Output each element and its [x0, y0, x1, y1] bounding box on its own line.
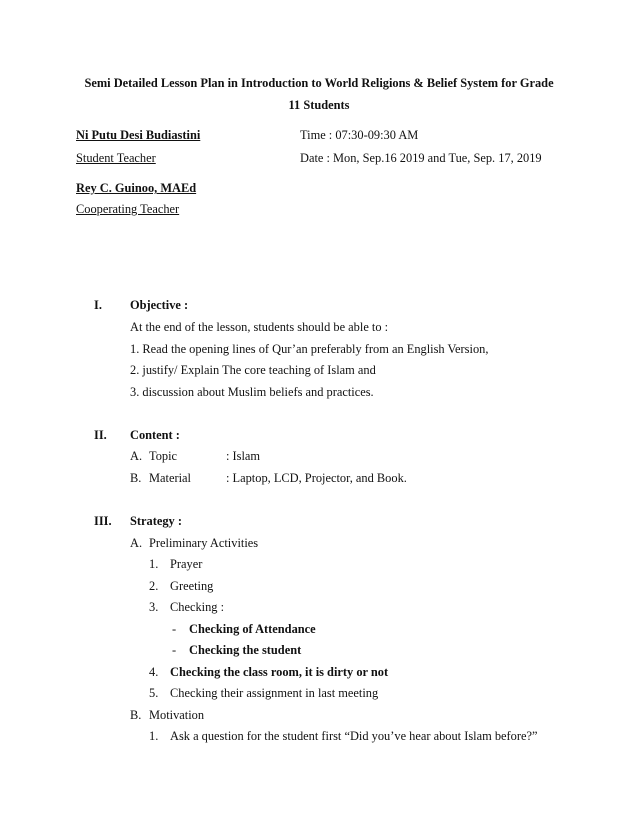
motivation-marker: 1.	[149, 729, 159, 743]
section-heading-content: Content :	[130, 428, 180, 442]
objective-intro: At the end of the lesson, students should be able to :	[130, 320, 389, 334]
activity-marker: 3.	[149, 600, 159, 614]
strategy-a-marker: A.	[130, 536, 143, 550]
activity-marker: 4.	[149, 665, 159, 679]
strategy-a-label: Preliminary Activities	[149, 536, 259, 550]
activity-text: Prayer	[170, 557, 203, 571]
activity-text: Checking the class room, it is dirty or not	[170, 665, 389, 679]
objective-item: 2. justify/ Explain The core teaching of Islam and	[130, 363, 376, 377]
strategy-b-label: Motivation	[149, 708, 205, 722]
cooperating-teacher-role: Cooperating Teacher	[76, 202, 180, 216]
section-heading-strategy: Strategy :	[130, 514, 182, 528]
objective-item: 3. discussion about Muslim beliefs and practices.	[130, 385, 374, 399]
cooperating-teacher-name: Rey C. Guinoo, MAEd	[76, 181, 197, 195]
student-teacher-role: Student Teacher	[76, 151, 156, 165]
objective-item: 1. Read the opening lines of Qur’an preferably from an English Version,	[130, 342, 489, 356]
date-field: Date : Mon, Sep.16 2019 and Tue, Sep. 17, 2019	[300, 151, 542, 165]
sub-item-text: Checking the student	[189, 643, 302, 657]
activity-marker: 2.	[149, 579, 159, 593]
activity-text: Checking :	[170, 600, 225, 614]
content-row-label: Material	[149, 471, 191, 485]
activity-marker: 1.	[149, 557, 159, 571]
student-teacher-name: Ni Putu Desi Budiastini	[76, 128, 201, 142]
document-title-line-1: Semi Detailed Lesson Plan in Introduction to World Religions & Belief System for Grade	[84, 76, 554, 90]
content-row-marker: B.	[130, 471, 142, 485]
content-row-value: : Laptop, LCD, Projector, and Book.	[226, 471, 407, 485]
activity-text: Checking their assignment in last meeting	[170, 686, 379, 700]
content-row-label: Topic	[149, 449, 178, 463]
time-field: Time : 07:30-09:30 AM	[300, 128, 419, 142]
strategy-b-marker: B.	[130, 708, 142, 722]
content-row-marker: A.	[130, 449, 143, 463]
activity-marker: 5.	[149, 686, 159, 700]
sub-item-marker: -	[172, 622, 177, 636]
section-heading-objective: Objective :	[130, 298, 189, 312]
sub-item-text: Checking of Attendance	[189, 622, 316, 636]
activity-text: Greeting	[170, 579, 214, 593]
content-row-value: : Islam	[226, 449, 261, 463]
motivation-text: Ask a question for the student first “Did you’ve hear about Islam before?”	[170, 729, 538, 743]
document-title-line-2: 11 Students	[288, 98, 350, 112]
section-numeral-content: II.	[94, 428, 107, 442]
section-numeral-strategy: III.	[94, 514, 112, 528]
section-numeral-objective: I.	[94, 298, 102, 312]
sub-item-marker: -	[172, 643, 177, 657]
